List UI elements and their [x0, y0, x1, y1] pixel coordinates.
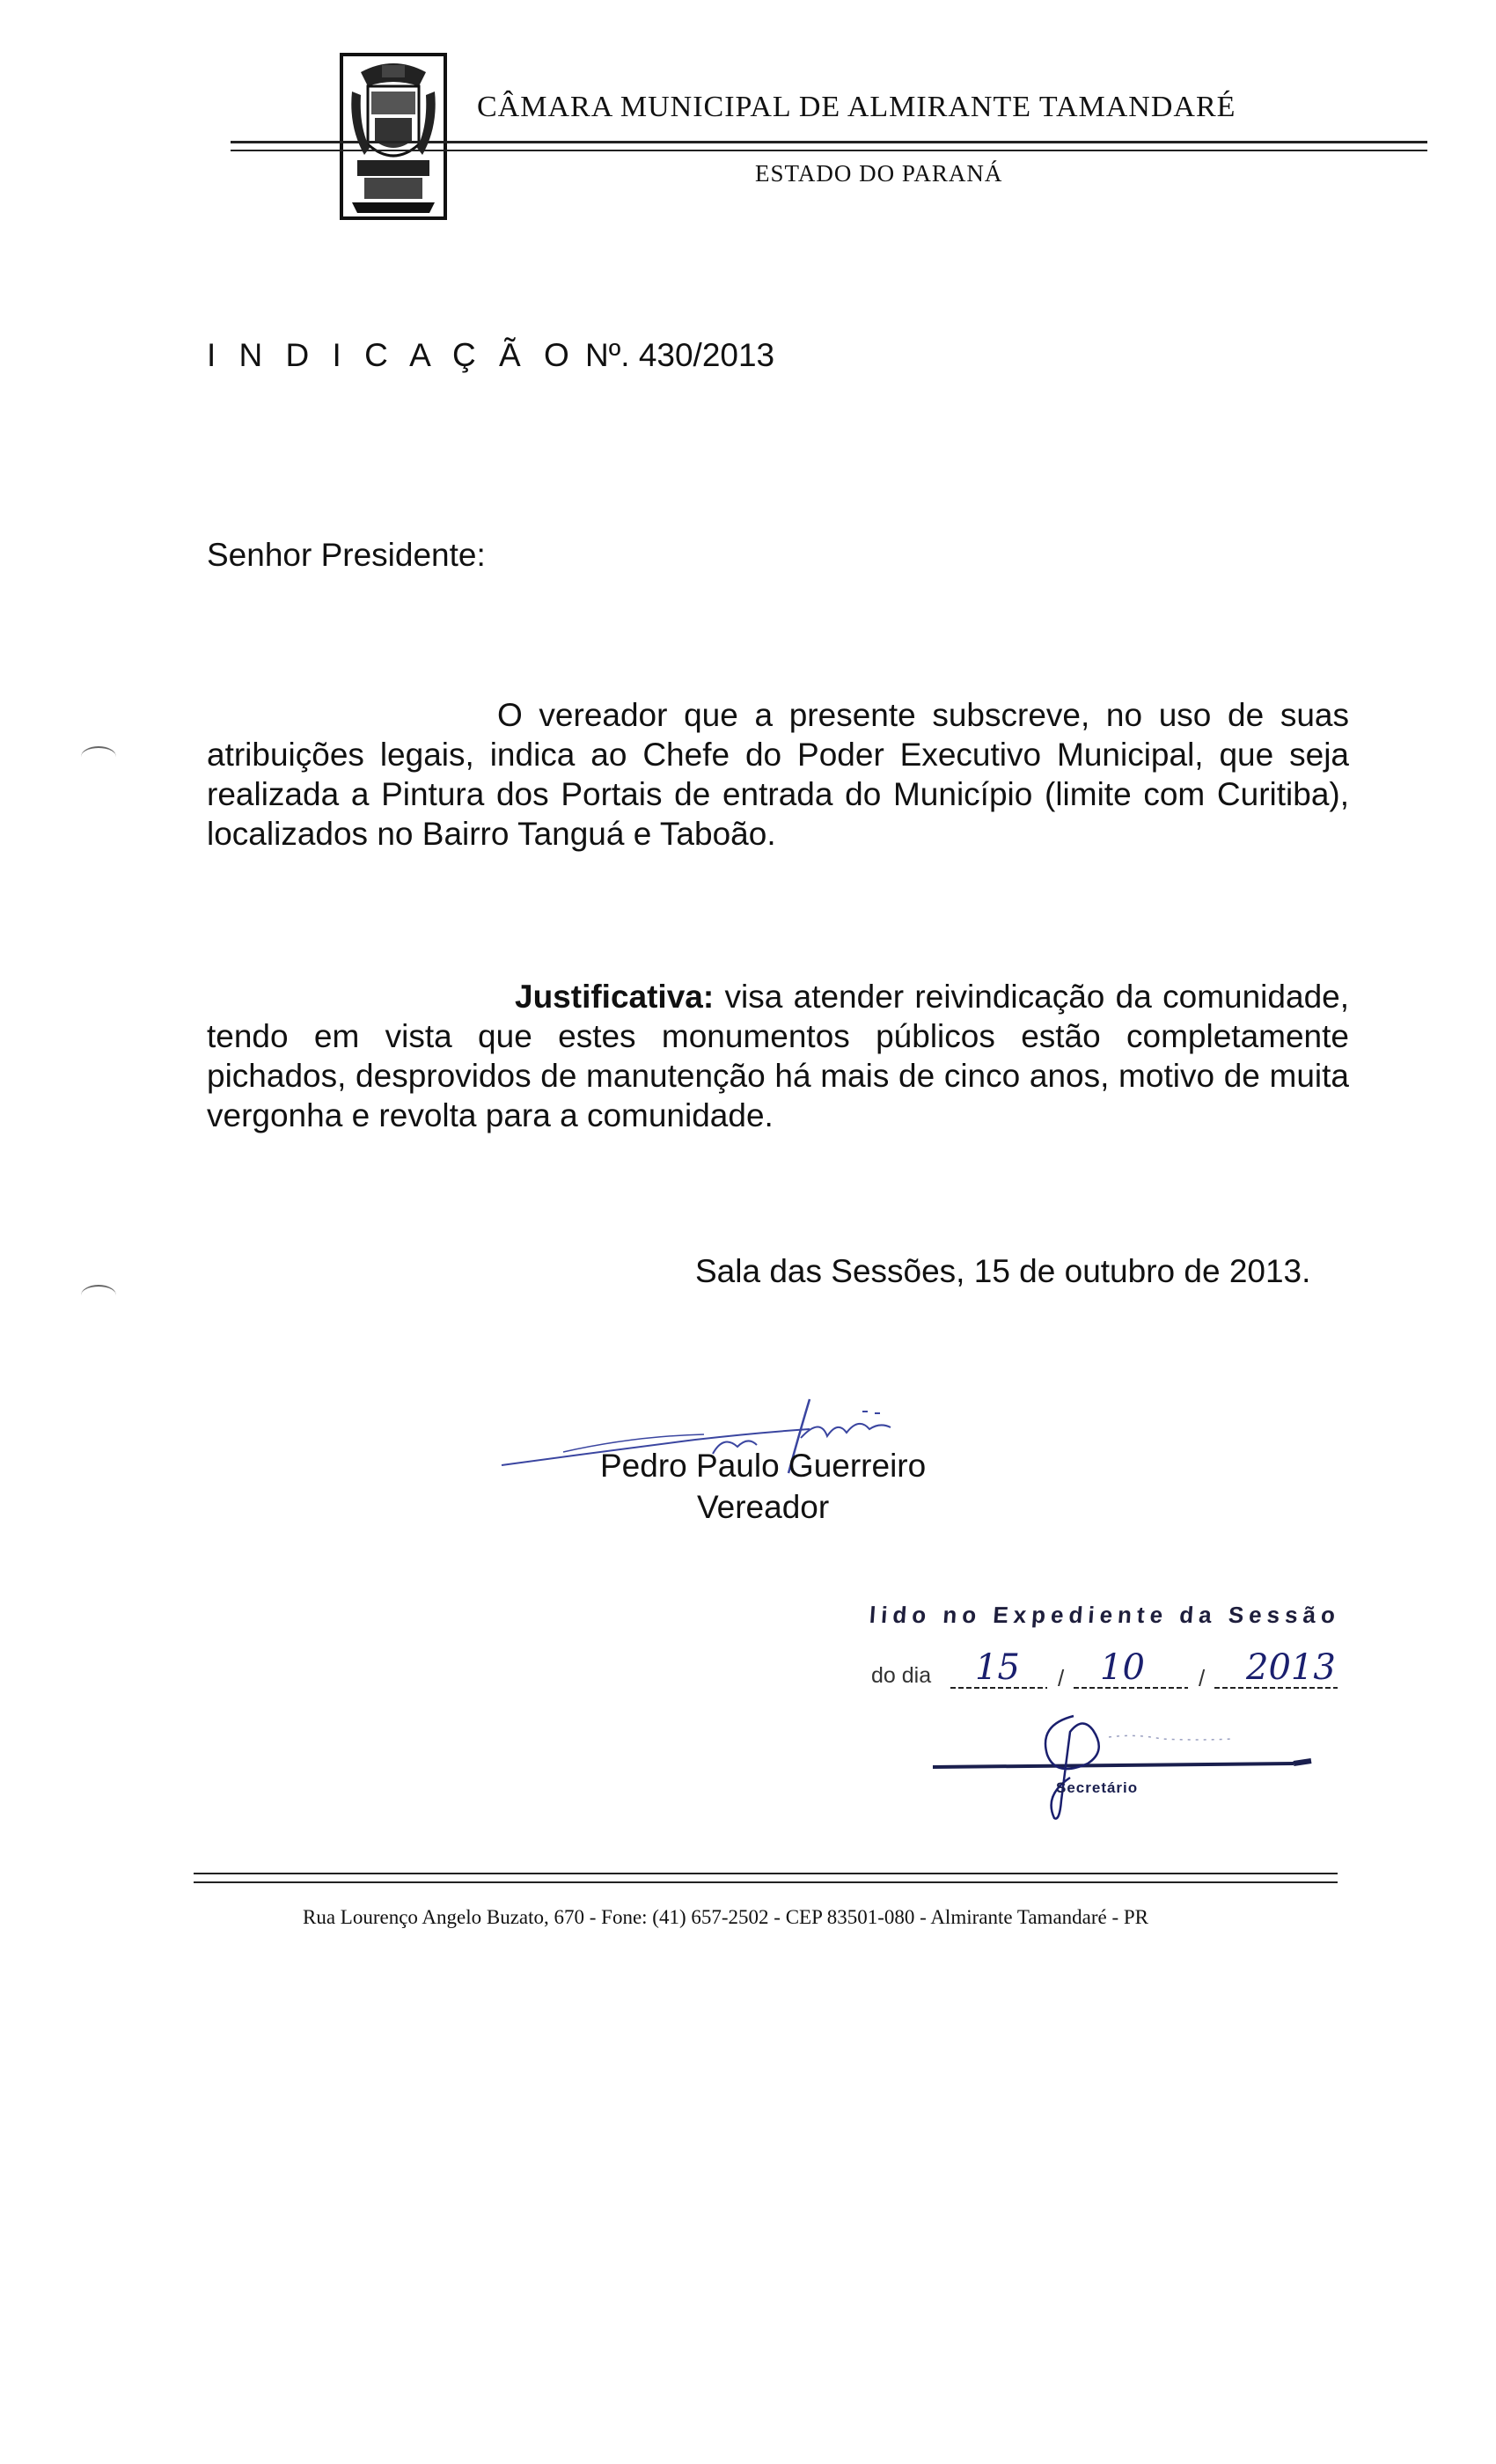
- place-date: Sala das Sessões, 15 de outubro de 2013.: [695, 1253, 1311, 1289]
- header-rule-top: [231, 141, 1427, 143]
- number-prefix: Nº.: [585, 337, 630, 373]
- stamp-heading: lido no Expediente da Sessão: [868, 1602, 1342, 1628]
- document-number: [207, 337, 774, 374]
- footer-address: Rua Lourenço Angelo Buzato, 670 - Fone: (41) 657-2502 - CEP 83501-080 - Almirante Tamandaré - PR: [303, 1906, 1149, 1928]
- signer-role: Vereador: [697, 1489, 830, 1525]
- salutation: Senhor Presidente:: [207, 537, 486, 573]
- stamp-month-value: 10: [1100, 1647, 1145, 1688]
- stamp-lines-and-initials: [862, 1646, 1355, 1874]
- footer-rule-bottom: [194, 1881, 1338, 1883]
- header-rule-bottom: [231, 150, 1427, 151]
- justification-paragraph: [207, 977, 1349, 1135]
- stamp-secretary-label: Secretário: [1056, 1779, 1139, 1796]
- footer-rule-top: [194, 1873, 1338, 1874]
- signer-name: Pedro Paulo Guerreiro: [600, 1448, 927, 1484]
- body-paragraph: O vereador que a presente subscreve, no uso de suas atribuições legais, indica ao Chefe do Poder Executivo Municipal, que seja realizada a Pintura dos Portais de entrada do Município (limite com Curitiba), localizados no Bairro Tanguá e Taboão.: [207, 697, 1349, 852]
- institution-subtitle: ESTADO DO PARANÁ: [755, 160, 1003, 187]
- stamp-day-label: do dia: [871, 1663, 932, 1688]
- stamp-day-value: 15: [975, 1647, 1020, 1688]
- coat-of-arms-logo: [340, 53, 447, 220]
- svg-text:/: /: [1199, 1665, 1206, 1691]
- coat-of-arms-icon: [343, 56, 444, 216]
- punch-hole-mark: [81, 746, 116, 767]
- stamp-year-value: 2013: [1246, 1647, 1336, 1688]
- justification-text: visa atender reivindicação da comunidade, tendo em vista que estes monumentos públicos estão completamente pichados, desprovidos de manutenção há mais de cinco anos, motivo de muita vergonha e revolta para a comunidade.: [207, 979, 1349, 1133]
- svg-text:/: /: [1058, 1665, 1065, 1691]
- institution-title: CÂMARA MUNICIPAL DE ALMIRANTE TAMANDARÉ: [477, 91, 1236, 123]
- justification-label: Justificativa:: [515, 979, 715, 1015]
- indicacao-label: I N D I C A Ç Ã O: [207, 337, 576, 373]
- number-value: 430/2013: [638, 337, 775, 373]
- punch-hole-mark: [81, 1285, 116, 1306]
